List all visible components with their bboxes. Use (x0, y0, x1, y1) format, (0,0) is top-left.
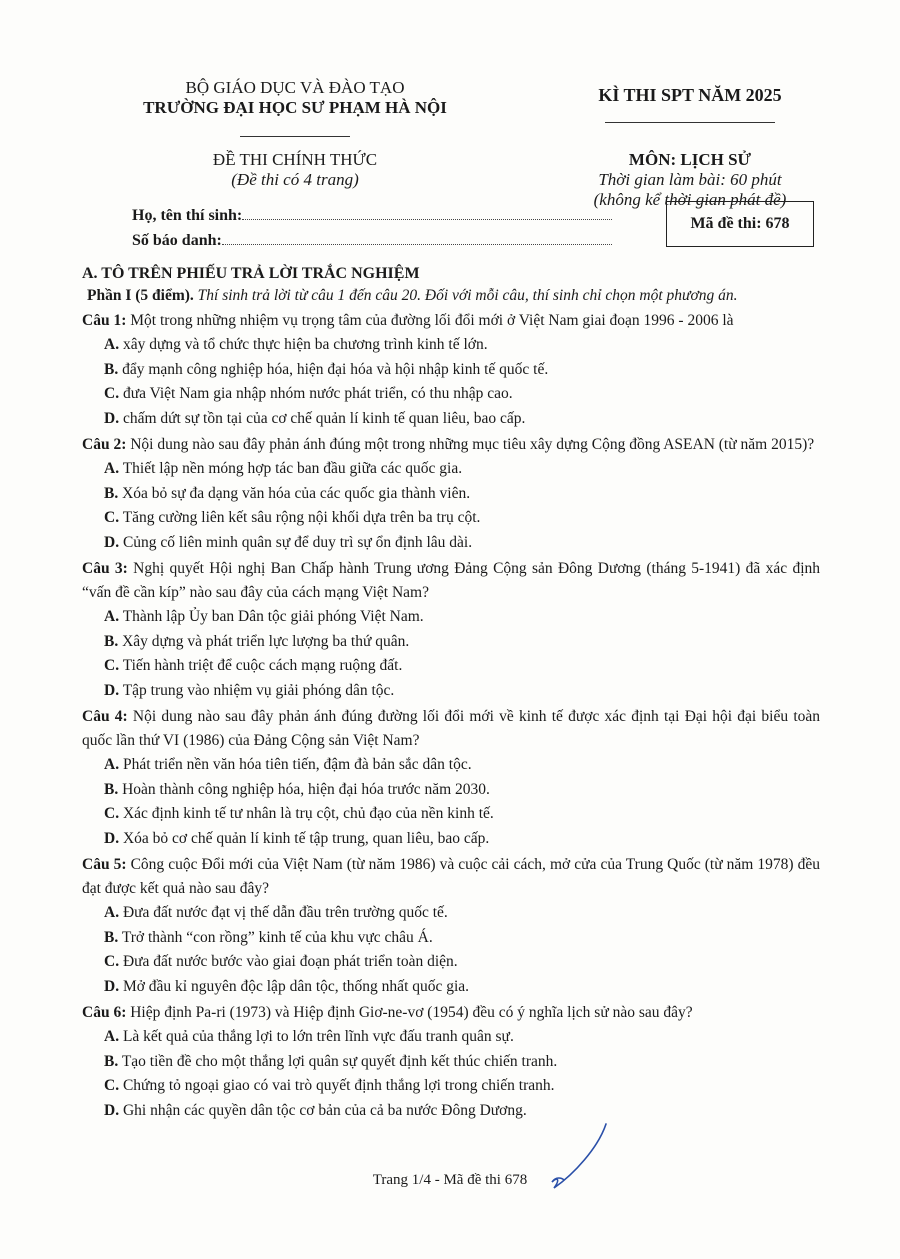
question-text: Công cuộc Đổi mới của Việt Nam (từ năm 1986) và cuộc cải cách, mở cửa của Trung Quốc (từ năm 1978) đều đạt được kết quả nào sau đây? (82, 856, 821, 897)
question-text: Nghị quyết Hội nghị Ban Chấp hành Trung ương Đảng Cộng sản Đông Dương (tháng 5-1941) đã xác định “vấn đề cần kíp” nào sau đây của cách mạng Việt Nam? (82, 560, 820, 601)
option-d: D. chấm dứt sự tồn tại của cơ chế quản lí kinh tế quan liêu, bao cấp. (104, 409, 526, 427)
university-name: TRƯỜNG ĐẠI HỌC SƯ PHẠM HÀ NỘI (143, 98, 447, 117)
question-text: Một trong những nhiệm vụ trọng tâm của đường lối đổi mới ở Việt Nam giai đoạn 1996 - 2006 là (130, 312, 734, 329)
option-c: C. Tiến hành triệt để cuộc cách mạng ruộng đất. (104, 657, 403, 674)
exam-code-box (666, 201, 814, 247)
option-d: D. Xóa bỏ cơ chế quản lí kinh tế tập trung, quan liêu, bao cấp. (104, 829, 490, 847)
option-b: B. Tạo tiền đề cho một thắng lợi quân sự quyết định kết thúc chiến tranh. (104, 1052, 558, 1070)
candidate-name-label: Họ, tên thí sinh: (132, 207, 243, 224)
option-c: C. Xác định kinh tế tư nhân là trụ cột, chủ đạo của nền kinh tế. (104, 805, 494, 822)
option-c: C. đưa Việt Nam gia nhập nhóm nước phát triển, có thu nhập cao. (104, 385, 513, 402)
option-b: B. Xây dựng và phát triển lực lượng ba thứ quân. (104, 632, 410, 650)
option-a: A. Thành lập Ủy ban Dân tộc giải phóng Việt Nam. (104, 608, 424, 625)
question-text: Hiệp định Pa-ri (1973) và Hiệp định Giơ-ne-vơ (1954) đều có ý nghĩa lịch sử nào sau đây? (130, 1004, 693, 1021)
question-5 (82, 853, 820, 999)
question-6 (82, 1001, 820, 1123)
candidate-id-row (132, 230, 612, 252)
exam-content (82, 263, 820, 1123)
section-a-title: A. TÔ TRÊN PHIẾU TRẢ LỜI TRẮC NGHIỆM (82, 265, 420, 282)
option-c: C. Đưa đất nước bước vào giai đoạn phát triển toàn diện. (104, 953, 458, 970)
part-one-title: Phần I (5 điểm). (87, 287, 194, 304)
header-left (110, 78, 480, 190)
page-footer (0, 1172, 900, 1189)
header-underline (240, 135, 350, 137)
option-a: A. Là kết quả của thắng lợi to lớn trên lĩnh vực đấu tranh quân sự. (104, 1028, 514, 1045)
page-count-note: (Đề thi có 4 trang) (231, 170, 359, 189)
header-right (540, 84, 840, 210)
option-c: C. Chứng tỏ ngoại giao có vai trò quyết định thắng lợi trong chiến tranh. (104, 1077, 555, 1094)
option-a: A. Thiết lập nền móng hợp tác ban đầu giữa các quốc gia. (104, 460, 463, 477)
question-text: Nội dung nào sau đây phản ánh đúng đường lối đổi mới về kinh tế được xác định tại Đại hội đại biểu toàn quốc lần thứ VI (1986) của Đảng Cộng sản Việt Nam? (82, 708, 820, 749)
option-c: C. Tăng cường liên kết sâu rộng nội khối dựa trên ba trụ cột. (104, 509, 481, 526)
option-b: B. đẩy mạnh công nghiệp hóa, hiện đại hóa và hội nhập kinh tế quốc tế. (104, 360, 549, 378)
option-d: D. Ghi nhận các quyền dân tộc cơ bản của cả ba nước Đông Dương. (104, 1101, 527, 1119)
question-4 (82, 705, 820, 851)
option-d: D. Tập trung vào nhiệm vụ giải phóng dân tộc. (104, 681, 395, 699)
part-one-instruction: Thí sinh trả lời từ câu 1 đến câu 20. Đối với mỗi câu, thí sinh chỉ chọn một phương án. (197, 287, 738, 304)
candidate-name-field[interactable] (242, 205, 612, 220)
candidate-name-row (132, 205, 612, 227)
option-b: B. Trở thành “con rồng” kinh tế của khu vực châu Á. (104, 928, 433, 946)
question-label: Câu 4: (82, 708, 128, 725)
exam-code: Mã đề thi: 678 (690, 215, 790, 232)
candidate-id-label: Số báo danh: (132, 232, 222, 249)
duration-note: (không kể thời gian phát đề) (593, 190, 787, 209)
option-a: A. Phát triển nền văn hóa tiên tiến, đậm đà bản sắc dân tộc. (104, 756, 472, 773)
exam-title: KÌ THI SPT NĂM 2025 (598, 85, 782, 105)
option-a: A. Đưa đất nước đạt vị thế dẫn đầu trên trường quốc tế. (104, 904, 448, 921)
question-label: Câu 5: (82, 856, 127, 873)
option-d: D. Mở đầu kỉ nguyên độc lập dân tộc, thống nhất quốc gia. (104, 977, 470, 995)
question-label: Câu 2: (82, 436, 127, 453)
question-text: Nội dung nào sau đây phản ánh đúng một trong những mục tiêu xây dựng Cộng đồng ASEAN (từ năm 2015)? (130, 436, 815, 453)
subject: MÔN: LỊCH SỬ (628, 150, 752, 169)
option-b: B. Xóa bỏ sự đa dạng văn hóa của các quốc gia thành viên. (104, 484, 471, 502)
question-1 (82, 309, 820, 431)
part-one-heading (87, 285, 820, 307)
question-2 (82, 433, 820, 555)
question-label: Câu 3: (82, 560, 128, 577)
option-a: A. xây dựng và tổ chức thực hiện ba chương trình kinh tế lớn. (104, 336, 488, 353)
title-underline (605, 121, 775, 123)
option-d: D. Củng cố liên minh quân sự để duy trì sự ổn định lâu dài. (104, 533, 473, 551)
question-label: Câu 1: (82, 312, 127, 329)
duration: Thời gian làm bài: 60 phút (598, 170, 782, 189)
question-label: Câu 6: (82, 1004, 127, 1021)
exam-type: ĐỀ THI CHÍNH THỨC (212, 150, 378, 169)
ministry-name: BỘ GIÁO DỤC VÀ ĐÀO TẠO (185, 78, 405, 97)
question-3 (82, 557, 820, 703)
option-b: B. Hoàn thành công nghiệp hóa, hiện đại hóa trước năm 2030. (104, 780, 490, 798)
candidate-id-field[interactable] (222, 230, 612, 245)
page-number: Trang 1/4 - Mã đề thi 678 (372, 1172, 528, 1188)
